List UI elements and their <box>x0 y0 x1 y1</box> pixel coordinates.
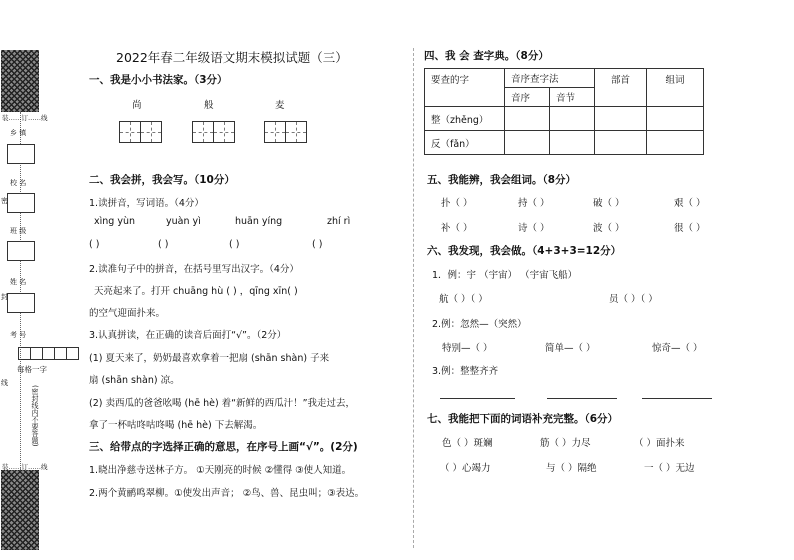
idiom-blank[interactable]: 色（ ）斑斓 <box>442 438 493 449</box>
header-char: 要查的字 <box>425 69 505 107</box>
s3-line: 2.两个黄鹂鸣翠柳。①使发出声音； ②鸟、兽、昆虫叫；③表达。 <box>89 488 365 499</box>
writing-grid-cell[interactable] <box>264 121 286 143</box>
answer-cell[interactable] <box>595 107 647 131</box>
side-char-feng: 封 <box>1 293 8 301</box>
name-field[interactable] <box>7 293 35 313</box>
idiom-blank[interactable]: 一（ ）无边 <box>644 463 695 474</box>
calligraphy-char: 尚 <box>132 100 142 111</box>
answer-blank[interactable]: ( ) <box>158 239 169 250</box>
dictionary-table <box>424 68 704 155</box>
header-radical: 部首 <box>595 69 647 107</box>
s2-q2-prompt: 2.读准句子中的拼音，在括号里写出汉字。（4分） <box>89 264 299 275</box>
lookup-char: 反（fǎn） <box>425 131 505 155</box>
decorative-pattern-bottom <box>1 470 39 550</box>
seal-warning: (密封线内不要答题) <box>31 385 39 447</box>
class-field[interactable] <box>7 241 35 261</box>
box-hint: 每格一字 <box>17 365 47 374</box>
column-divider <box>413 48 414 548</box>
pinyin-word: zhí rì <box>327 216 351 227</box>
s6-blank[interactable]: 特别—（ ） <box>442 343 493 354</box>
answer-line[interactable] <box>642 398 712 399</box>
seal-label-bottom: 装……订……线 <box>2 463 48 471</box>
calligraphy-char: 麦 <box>275 100 285 111</box>
section-3-heading: 三、给带点的字选择正确的意思，在序号上画“√”。(2分) <box>89 441 358 453</box>
answer-cell[interactable] <box>595 131 647 155</box>
seal-label-top: 装……订……线 <box>2 114 48 122</box>
writing-grid-cell[interactable] <box>192 121 214 143</box>
word-blank[interactable]: 补（ ） <box>441 223 473 234</box>
s2-q3-line: (1) 夏天来了，奶奶最喜欢拿着一把扇 (shān shàn) 子来 <box>89 353 330 364</box>
header-initial: 音序 <box>505 88 550 107</box>
field-label-id: 考 号 <box>10 331 27 339</box>
id-box[interactable] <box>66 347 79 360</box>
s2-q3-line: 扇 (shān shàn) 凉。 <box>89 375 180 386</box>
answer-cell[interactable] <box>550 107 595 131</box>
field-label-town: 乡 镇 <box>10 129 27 137</box>
s6-blank[interactable]: 惊奇—（ ） <box>652 343 703 354</box>
section-2-heading: 二、我会拼，我会写。（10分） <box>89 174 235 186</box>
s2-q3-prompt: 3.认真拼读，在正确的读音后面打“√”。（2分） <box>89 330 287 341</box>
s6-example-1: 1．例：宇 （宇宙） （宇宙飞船） <box>432 270 578 281</box>
idiom-blank[interactable]: （ ）心竭力 <box>440 463 491 474</box>
word-blank[interactable]: 持（ ） <box>518 198 550 209</box>
header-words: 组词 <box>647 69 704 107</box>
writing-grid-cell[interactable] <box>140 121 162 143</box>
pinyin-word: xìng yùn <box>94 216 135 227</box>
header-syllable: 音节 <box>550 88 595 107</box>
word-blank[interactable]: 诗（ ） <box>518 223 550 234</box>
idiom-blank[interactable]: 与（ ）隔绝 <box>546 463 597 474</box>
answer-blank[interactable]: ( ) <box>312 239 323 250</box>
section-6-heading: 六、我发现，我会做。（4+3+3=12分） <box>427 245 622 257</box>
answer-blank[interactable]: ( ) <box>89 239 100 250</box>
writing-grid-cell[interactable] <box>213 121 235 143</box>
s6-example-3: 3.例：整整齐齐 <box>432 366 499 377</box>
answer-cell[interactable] <box>647 131 704 155</box>
section-7-heading: 七、我能把下面的词语补充完整。（6分） <box>427 413 619 425</box>
section-1-heading: 一、我是小小书法家。（3分） <box>89 74 228 86</box>
answer-cell[interactable] <box>505 131 550 155</box>
s2-q1-prompt: 1.读拼音，写词语。（4分） <box>89 198 204 209</box>
word-blank[interactable]: 艰（ ） <box>674 198 706 209</box>
side-char-mi: 密 <box>1 197 8 205</box>
field-label-school: 校 名 <box>10 179 27 187</box>
s6-example-2: 2.例：忽然—（突然） <box>432 319 527 330</box>
idiom-blank[interactable]: 筋（ ）力尽 <box>540 438 591 449</box>
decorative-pattern-top <box>1 50 39 112</box>
writing-grid-cell[interactable] <box>285 121 307 143</box>
word-blank[interactable]: 扑（ ） <box>441 198 473 209</box>
school-field[interactable] <box>7 193 35 213</box>
s6-blank[interactable]: 员（ ）（ ） <box>609 294 658 305</box>
s6-blank[interactable]: 航（ ）（ ） <box>439 294 488 305</box>
answer-blank[interactable]: ( ) <box>229 239 240 250</box>
answer-cell[interactable] <box>647 107 704 131</box>
header-group: 音序查字法 <box>505 69 595 88</box>
field-label-name: 姓 名 <box>10 278 27 286</box>
exam-title: 2022年春二年级语文期末模拟试题（三） <box>116 50 348 65</box>
s2-q2-line: 的空气迎面扑来。 <box>89 308 166 319</box>
field-label-class: 班 级 <box>10 227 27 235</box>
s3-line: 1.晓出净慈寺送林子方。 ①天刚亮的时候 ②懂得 ③使人知道。 <box>89 465 352 476</box>
answer-line[interactable] <box>547 398 617 399</box>
lookup-char: 整（zhěng） <box>425 107 505 131</box>
answer-cell[interactable] <box>505 107 550 131</box>
s2-q2-line: 天亮起来了。打开 chuāng hù ( ) ，qīng xīn( ) <box>94 286 298 297</box>
word-blank[interactable]: 波（ ） <box>593 223 625 234</box>
side-char-xian: 线 <box>1 379 8 387</box>
s2-q3-line: (2) 卖西瓜的爸爸吆喝 (hē hè) 着“新鲜的西瓜汁！”我走过去， <box>89 398 356 409</box>
word-blank[interactable]: 破（ ） <box>593 198 625 209</box>
word-blank[interactable]: 很（ ） <box>674 223 706 234</box>
pinyin-word: huān yíng <box>235 216 283 227</box>
section-4-heading: 四、我 会 查字典。（8分） <box>424 50 549 62</box>
section-5-heading: 五、我能辨，我会组词。（8分） <box>427 174 577 186</box>
answer-line[interactable] <box>440 398 515 399</box>
idiom-blank[interactable]: （ ）面扑来 <box>634 438 685 449</box>
town-field[interactable] <box>7 144 35 164</box>
writing-grid-cell[interactable] <box>119 121 141 143</box>
s6-blank[interactable]: 简单—（ ） <box>545 343 596 354</box>
calligraphy-char: 般 <box>204 100 214 111</box>
pinyin-word: yuàn yì <box>166 216 201 227</box>
seal-line <box>20 112 21 470</box>
s2-q3-line: 拿了一杯咕咚咕咚喝 (hē hè) 下去解渴。 <box>89 420 263 431</box>
answer-cell[interactable] <box>550 131 595 155</box>
